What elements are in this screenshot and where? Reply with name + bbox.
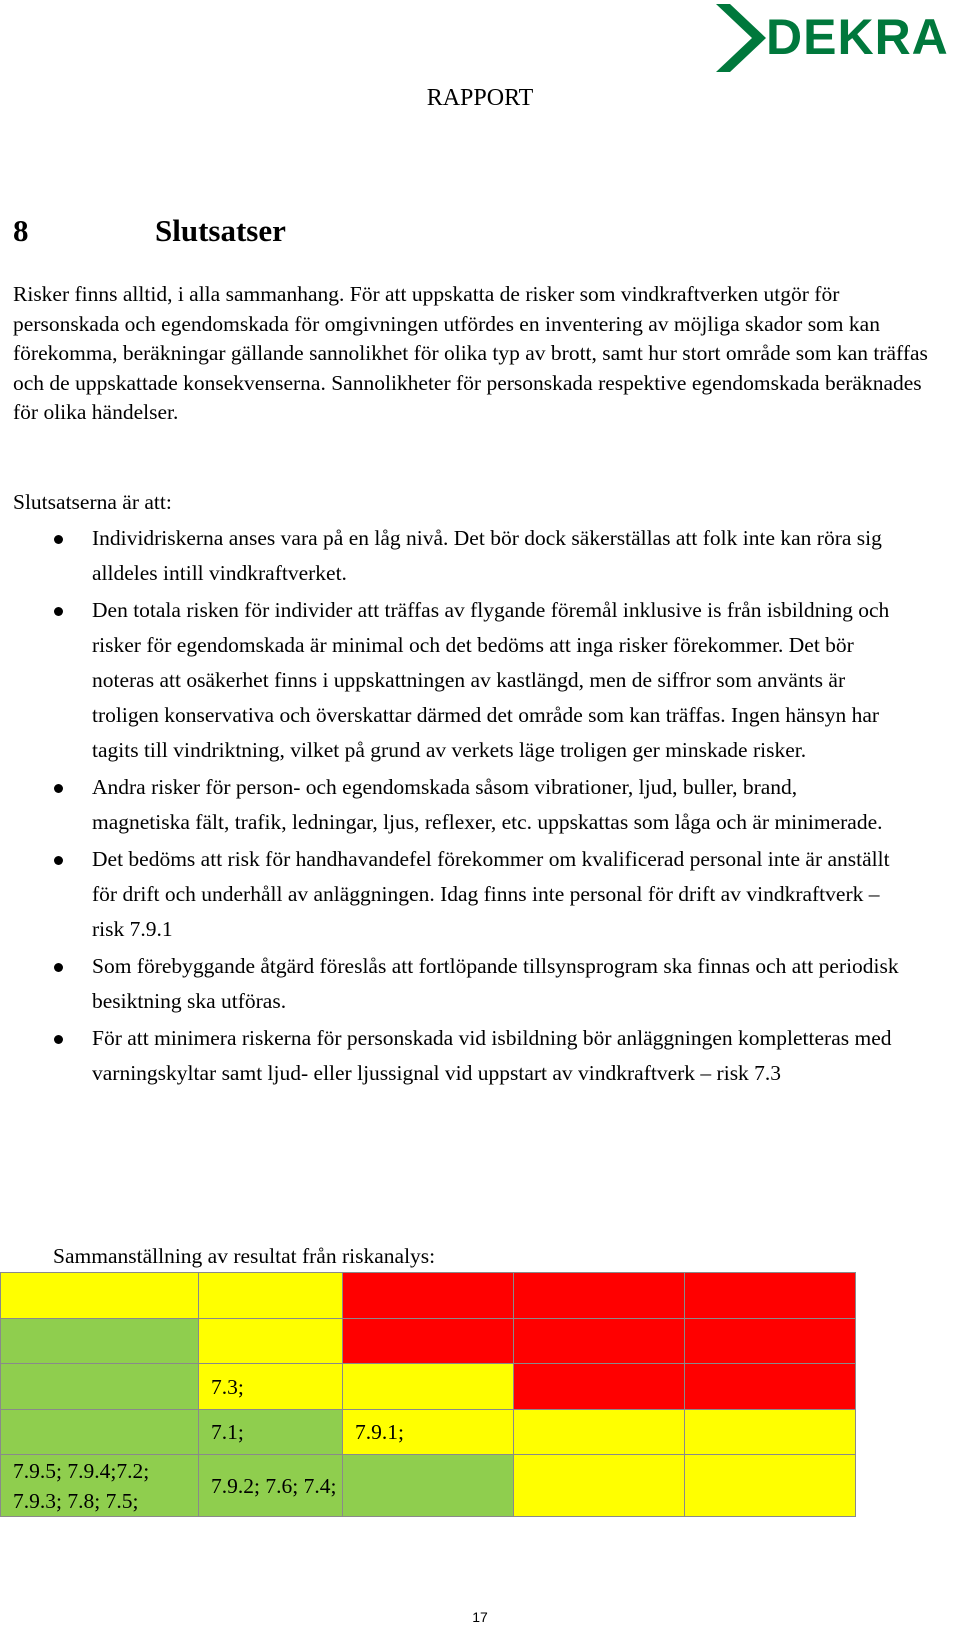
matrix-cell bbox=[199, 1319, 343, 1364]
list-item-text: Andra risker för person- och egendomskada såsom vibrationer, ljud, buller, brand, magnetiska fält, trafik, ledningar, ljus, reflexer, etc. uppskattas som låga och är minimerade. bbox=[92, 775, 883, 834]
matrix-cell bbox=[685, 1319, 856, 1364]
list-item bbox=[0, 1021, 900, 1091]
list-item-text: Som förebyggande åtgärd föreslås att fortlöpande tillsynsprogram ska finnas och att periodisk besiktning ska utföras. bbox=[92, 954, 899, 1013]
bullet-icon bbox=[54, 535, 63, 544]
risk-matrix bbox=[0, 1272, 856, 1517]
matrix-cell bbox=[685, 1273, 856, 1319]
matrix-cell: 7.9.5; 7.9.4;7.2; 7.9.3; 7.8; 7.5; bbox=[1, 1455, 199, 1517]
bullet-icon bbox=[54, 856, 63, 865]
dekra-logo-icon bbox=[714, 4, 768, 72]
matrix-cell bbox=[514, 1364, 685, 1410]
matrix-cell bbox=[1, 1364, 199, 1410]
matrix-cell bbox=[1, 1410, 199, 1455]
list-item-text: Individriskerna anses vara på en låg nivå. Det bör dock säkerställas att folk inte kan röra sig alldeles intill vindkraftverket. bbox=[92, 526, 882, 585]
matrix-cell: 7.3; bbox=[199, 1364, 343, 1410]
matrix-cell bbox=[685, 1455, 856, 1517]
matrix-cell bbox=[514, 1410, 685, 1455]
report-label: RAPPORT bbox=[426, 85, 534, 111]
bullet-icon bbox=[54, 607, 63, 616]
matrix-cell: 7.1; bbox=[199, 1410, 343, 1455]
section-title: Slutsatser bbox=[155, 213, 286, 248]
list-item bbox=[0, 770, 900, 840]
section-number: 8 bbox=[13, 213, 29, 248]
dekra-logo-text: DEKRA bbox=[766, 9, 949, 65]
matrix-cell bbox=[685, 1410, 856, 1455]
list-item-text: För att minimera riskerna för personskada vid isbildning bör anläggningen kompletteras med varningskyltar samt ljud- eller ljussignal vid uppstart av vindkraftverk – risk 7.3 bbox=[92, 1026, 892, 1085]
intro-paragraph: Risker finns alltid, i alla sammanhang. För att uppskatta de risker som vindkraftverken utgör för personskada och egendomskada för omgivningen utfördes en inventering av möjliga skador som kan förekomma, beräkningar gällande sannolikhet för olika typ av brott, samt hur stort område som kan träffas och de uppskattade konsekvenserna. Sannolikheter för personskada respektive egendomskada beräknades för olika händelser. bbox=[13, 282, 928, 424]
list-item bbox=[0, 949, 900, 1019]
list-item bbox=[0, 842, 900, 947]
matrix-cell bbox=[685, 1364, 856, 1410]
conclusions-list bbox=[0, 521, 900, 1093]
matrix-cell: 7.9.2; 7.6; 7.4; bbox=[199, 1455, 343, 1517]
list-item-text: Den totala risken för individer att träffas av flygande föremål inklusive is från isbildning och risker för egendomskada är minimal och det bedöms att inga risker förekommer. Det bör noteras att osäkerhet finns i uppskattningen av kastlängd, men de siffror som använts är troligen konservativa och överskattar därmed det område som kan träffas. Ingen hänsyn har tagits till vindriktning, vilket på grund av verkets läge troligen ger minskade risker. bbox=[92, 598, 890, 762]
matrix-cell bbox=[343, 1364, 514, 1410]
matrix-cell: 7.9.1; bbox=[343, 1410, 514, 1455]
page-number: 17 bbox=[472, 1609, 488, 1625]
matrix-cell bbox=[514, 1273, 685, 1319]
matrix-cell bbox=[343, 1455, 514, 1517]
matrix-cell bbox=[199, 1273, 343, 1319]
bullet-icon bbox=[54, 963, 63, 972]
risk-matrix-title: Sammanställning av resultat från riskanalys: bbox=[53, 1244, 436, 1268]
matrix-cell bbox=[343, 1319, 514, 1364]
section-heading bbox=[13, 213, 286, 249]
matrix-cell bbox=[343, 1273, 514, 1319]
list-item bbox=[0, 521, 900, 591]
matrix-cell bbox=[1, 1319, 199, 1364]
matrix-cell bbox=[514, 1455, 685, 1517]
matrix-cell bbox=[514, 1319, 685, 1364]
dekra-logo bbox=[714, 4, 958, 72]
bullet-icon bbox=[54, 1035, 63, 1044]
list-item bbox=[0, 593, 900, 768]
list-item-text: Det bedöms att risk för handhavandefel förekommer om kvalificerad personal inte är anställt för drift och underhåll av anläggningen. Idag finns inte personal för drift av vindkraftverk – risk 7.9.1 bbox=[92, 847, 890, 941]
conclusions-label: Slutsatserna är att: bbox=[13, 490, 172, 514]
bullet-icon bbox=[54, 784, 63, 793]
matrix-cell bbox=[1, 1273, 199, 1319]
